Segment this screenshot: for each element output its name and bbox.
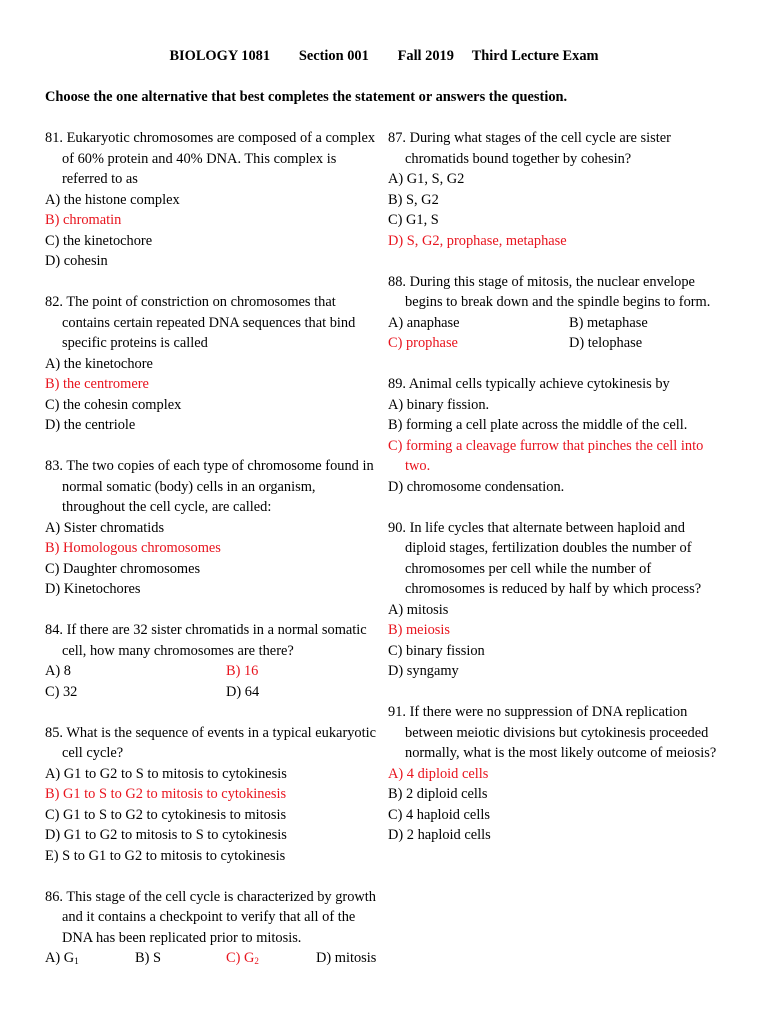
option-d: D) 2 haploid cells xyxy=(388,827,491,843)
options-row xyxy=(45,948,380,969)
exam-header xyxy=(0,46,768,67)
option-a: A) mitosis xyxy=(388,601,449,618)
options-row-2 xyxy=(45,682,380,703)
option-b-correct: B) Homologous chromosomes xyxy=(45,540,221,556)
option-d-correct: D) S, G2, prophase, metaphase xyxy=(388,232,567,249)
question-81 xyxy=(45,128,380,272)
option-c: C) G1, S xyxy=(388,212,439,228)
options-row-2 xyxy=(388,333,723,354)
option-d: D) 64 xyxy=(226,683,260,700)
option-a-text: A) G xyxy=(45,950,75,966)
question-stem: 88. During this stage of mitosis, the nuclear envelope begins to break down and the spindle begins to form. xyxy=(388,273,711,310)
option-a: A) the kinetochore xyxy=(45,355,153,372)
term: Fall 2019 xyxy=(397,48,454,64)
option-c-correct xyxy=(226,948,316,969)
option-b-correct: B) 16 xyxy=(226,663,259,679)
option-c-correct: C) forming a cleavage furrow that pinches the cell into two. xyxy=(388,437,704,474)
option-b-correct: B) the centromere xyxy=(45,376,149,392)
question-90 xyxy=(388,518,723,682)
option-c: C) 4 haploid cells xyxy=(388,806,490,823)
option-a xyxy=(45,948,135,969)
option-b-correct: B) G1 to S to G2 to mitosis to cytokinesis xyxy=(45,786,287,802)
option-c-subscript: 2 xyxy=(254,956,259,966)
option-a: A) anaphase xyxy=(388,314,460,331)
exam-title: Third Lecture Exam xyxy=(471,48,599,64)
question-88 xyxy=(388,272,723,354)
option-c-correct: C) prophase xyxy=(388,335,458,351)
question-stem: 91. If there were no suppression of DNA replication between meiotic divisions but cytokinesis proceeded normally, what is the most likely outcome of meiosis? xyxy=(388,704,717,761)
option-d: D) syngamy xyxy=(388,663,459,679)
question-85 xyxy=(45,723,380,867)
question-stem: 83. The two copies of each type of chromosome found in normal somatic (body) cells in an organism, throughout the cell cycle, are called: xyxy=(45,458,374,515)
option-d: D) Kinetochores xyxy=(45,581,141,597)
question-87 xyxy=(388,128,723,251)
option-d: D) G1 to G2 to mitosis to S to cytokinesis xyxy=(45,827,287,843)
option-d: D) the centriole xyxy=(45,417,136,433)
question-stem: 89. Animal cells typically achieve cytokinesis by xyxy=(388,376,670,392)
options-row-1 xyxy=(388,313,723,334)
question-stem: 90. In life cycles that alternate between haploid and diploid stages, fertilization doubles the number of chromosomes per cell while the number of chromosomes is reduced by half by which process? xyxy=(388,519,702,597)
section-number: Section 001 xyxy=(298,48,369,64)
option-e: E) S to G1 to G2 to mitosis to cytokinesis xyxy=(45,847,286,864)
option-c: C) Daughter chromosomes xyxy=(45,560,201,577)
question-86 xyxy=(45,887,380,969)
question-89 xyxy=(388,374,723,497)
option-a: A) binary fission. xyxy=(388,396,490,413)
option-d: D) mitosis xyxy=(316,950,377,966)
option-b-correct: B) chromatin xyxy=(45,212,122,228)
question-83 xyxy=(45,456,380,600)
option-c: C) binary fission xyxy=(388,642,485,659)
options-row-1 xyxy=(45,661,380,682)
option-a: A) 8 xyxy=(45,663,71,679)
option-a: A) the histone complex xyxy=(45,191,180,208)
course-name: BIOLOGY 1081 xyxy=(169,48,271,64)
right-column xyxy=(388,128,723,866)
option-d: D) chromosome condensation. xyxy=(388,478,565,495)
option-c: C) the kinetochore xyxy=(45,232,153,249)
option-d: D) cohesin xyxy=(45,253,108,269)
left-column xyxy=(45,128,380,989)
question-stem: 85. What is the sequence of events in a typical eukaryotic cell cycle? xyxy=(45,724,377,761)
option-c: C) 32 xyxy=(45,683,78,700)
option-b-correct: B) meiosis xyxy=(388,622,450,638)
option-c-text: C) G xyxy=(226,950,255,966)
option-b: B) metaphase xyxy=(569,314,648,331)
option-b: B) 2 diploid cells xyxy=(388,786,488,802)
instruction-text: Choose the one alternative that best completes the statement or answers the question. xyxy=(45,89,568,105)
option-c: C) G1 to S to G2 to cytokinesis to mitosis xyxy=(45,806,287,823)
option-b: B) S, G2 xyxy=(388,191,439,208)
question-91 xyxy=(388,702,723,846)
question-stem: 86. This stage of the cell cycle is characterized by growth and it contains a checkpoint to verify that all of the DNA has been replicated prior to mitosis. xyxy=(45,888,376,946)
question-stem: 81. Eukaryotic chromosomes are composed of a complex of 60% protein and 40% DNA. This complex is referred to as xyxy=(45,130,376,187)
option-d: D) telophase xyxy=(569,335,643,351)
option-a: A) Sister chromatids xyxy=(45,519,165,536)
question-82 xyxy=(45,292,380,436)
option-c: C) the cohesin complex xyxy=(45,396,182,413)
option-a-correct: A) 4 diploid cells xyxy=(388,765,489,782)
question-84 xyxy=(45,620,380,702)
option-a: A) G1 to G2 to S to mitosis to cytokinesis xyxy=(45,765,287,782)
question-stem: 84. If there are 32 sister chromatids in a normal somatic cell, how many chromosomes are there? xyxy=(45,622,367,659)
option-b: B) S xyxy=(135,950,161,966)
option-a: A) G1, S, G2 xyxy=(388,171,465,187)
question-stem: 87. During what stages of the cell cycle are sister chromatids bound together by cohesin? xyxy=(388,130,671,167)
option-b: B) forming a cell plate across the middle of the cell. xyxy=(388,417,688,433)
question-stem: 82. The point of constriction on chromosomes that contains certain repeated DNA sequences that bind specific proteins is called xyxy=(45,294,356,351)
option-a-subscript: 1 xyxy=(74,956,79,966)
